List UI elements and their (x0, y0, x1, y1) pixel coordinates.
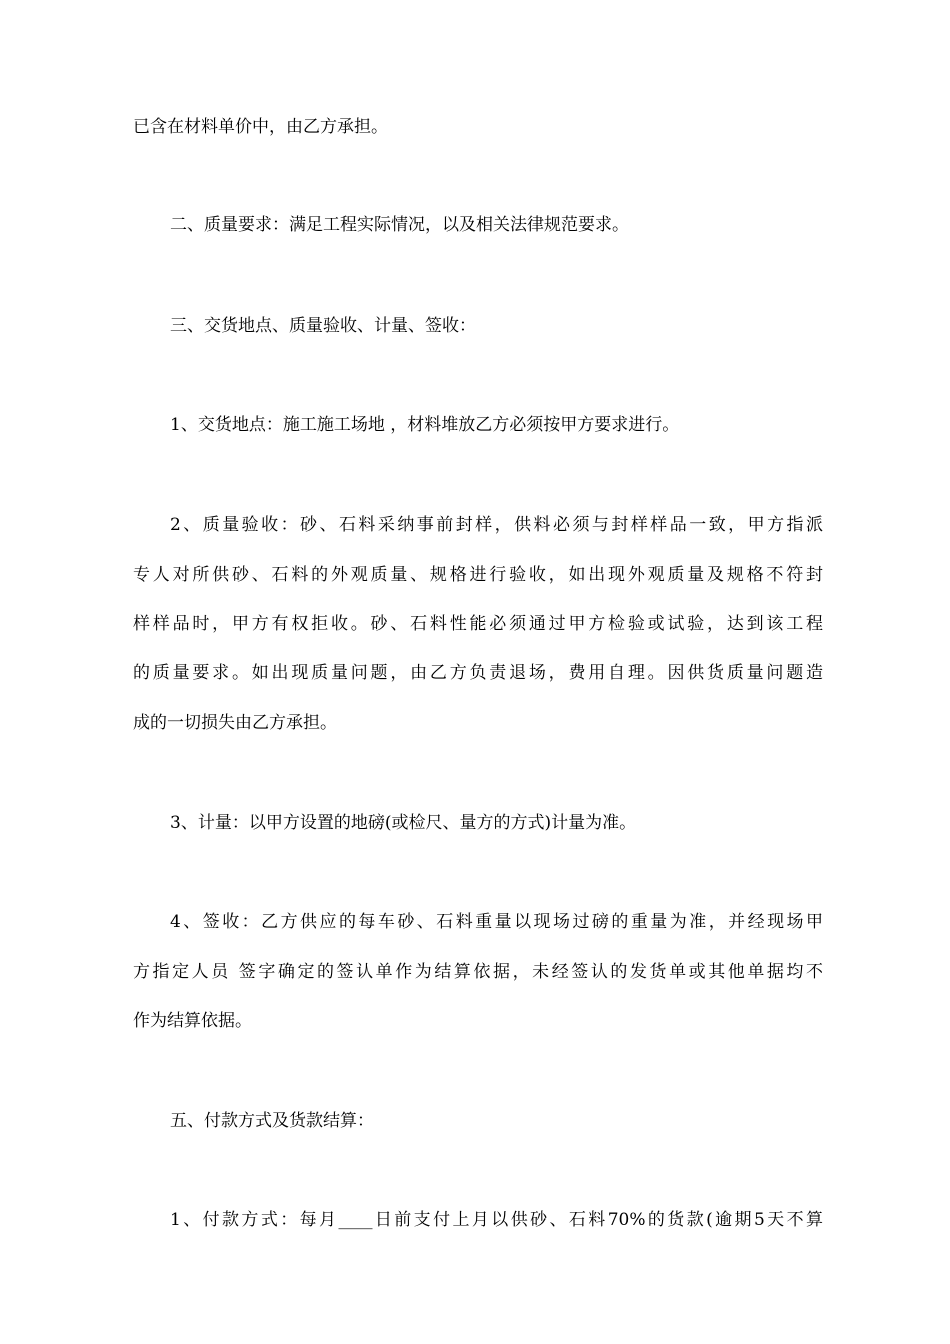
clause-signoff-line-2: 方指定人员 签字确定的签认单作为结算依据，未经签认的发货单或其他单据均不 (133, 962, 823, 982)
clause-signoff-line-3: 作为结算依据。 (133, 1011, 252, 1031)
section-heading-quality: 二、质量要求：满足工程实际情况，以及相关法律规范要求。 (170, 215, 629, 235)
text-line-1: 已含在材料单价中，由乙方承担。 (133, 117, 388, 137)
clause-quality-acceptance-line-3: 样样品时，甲方有权拒收。砂、石料性能必须通过甲方检验或试验，达到该工程 (133, 614, 823, 634)
clause-quality-acceptance-line-2: 专人对所供砂、石料的外观质量、规格进行验收，如出现外观质量及规格不符封 (133, 565, 823, 585)
section-heading-payment: 五、付款方式及货款结算： (170, 1111, 374, 1131)
clause-payment-method: 1、付款方式：每月____日前支付上月以供砂、石料70%的货款(逾期5天不算 (170, 1210, 823, 1230)
clause-quality-acceptance-line-5: 成的一切损失由乙方承担。 (133, 713, 337, 733)
clause-quality-acceptance-line-1: 2、质量验收：砂、石料采纳事前封样，供料必须与封样样品一致，甲方指派 (170, 515, 823, 535)
clause-measurement: 3、计量：以甲方设置的地磅(或检尺、量方的方式)计量为准。 (170, 813, 637, 833)
clause-delivery-place: 1、交货地点：施工施工场地 ，材料堆放乙方必须按甲方要求进行。 (170, 415, 680, 435)
clause-signoff-line-1: 4、签收：乙方供应的每车砂、石料重量以现场过磅的重量为准，并经现场甲 (170, 912, 823, 932)
clause-quality-acceptance-line-4: 的质量要求。如出现质量问题，由乙方负责退场，费用自理。因供货质量问题造 (133, 663, 823, 683)
section-heading-delivery: 三、交货地点、质量验收、计量、签收： (170, 316, 476, 336)
